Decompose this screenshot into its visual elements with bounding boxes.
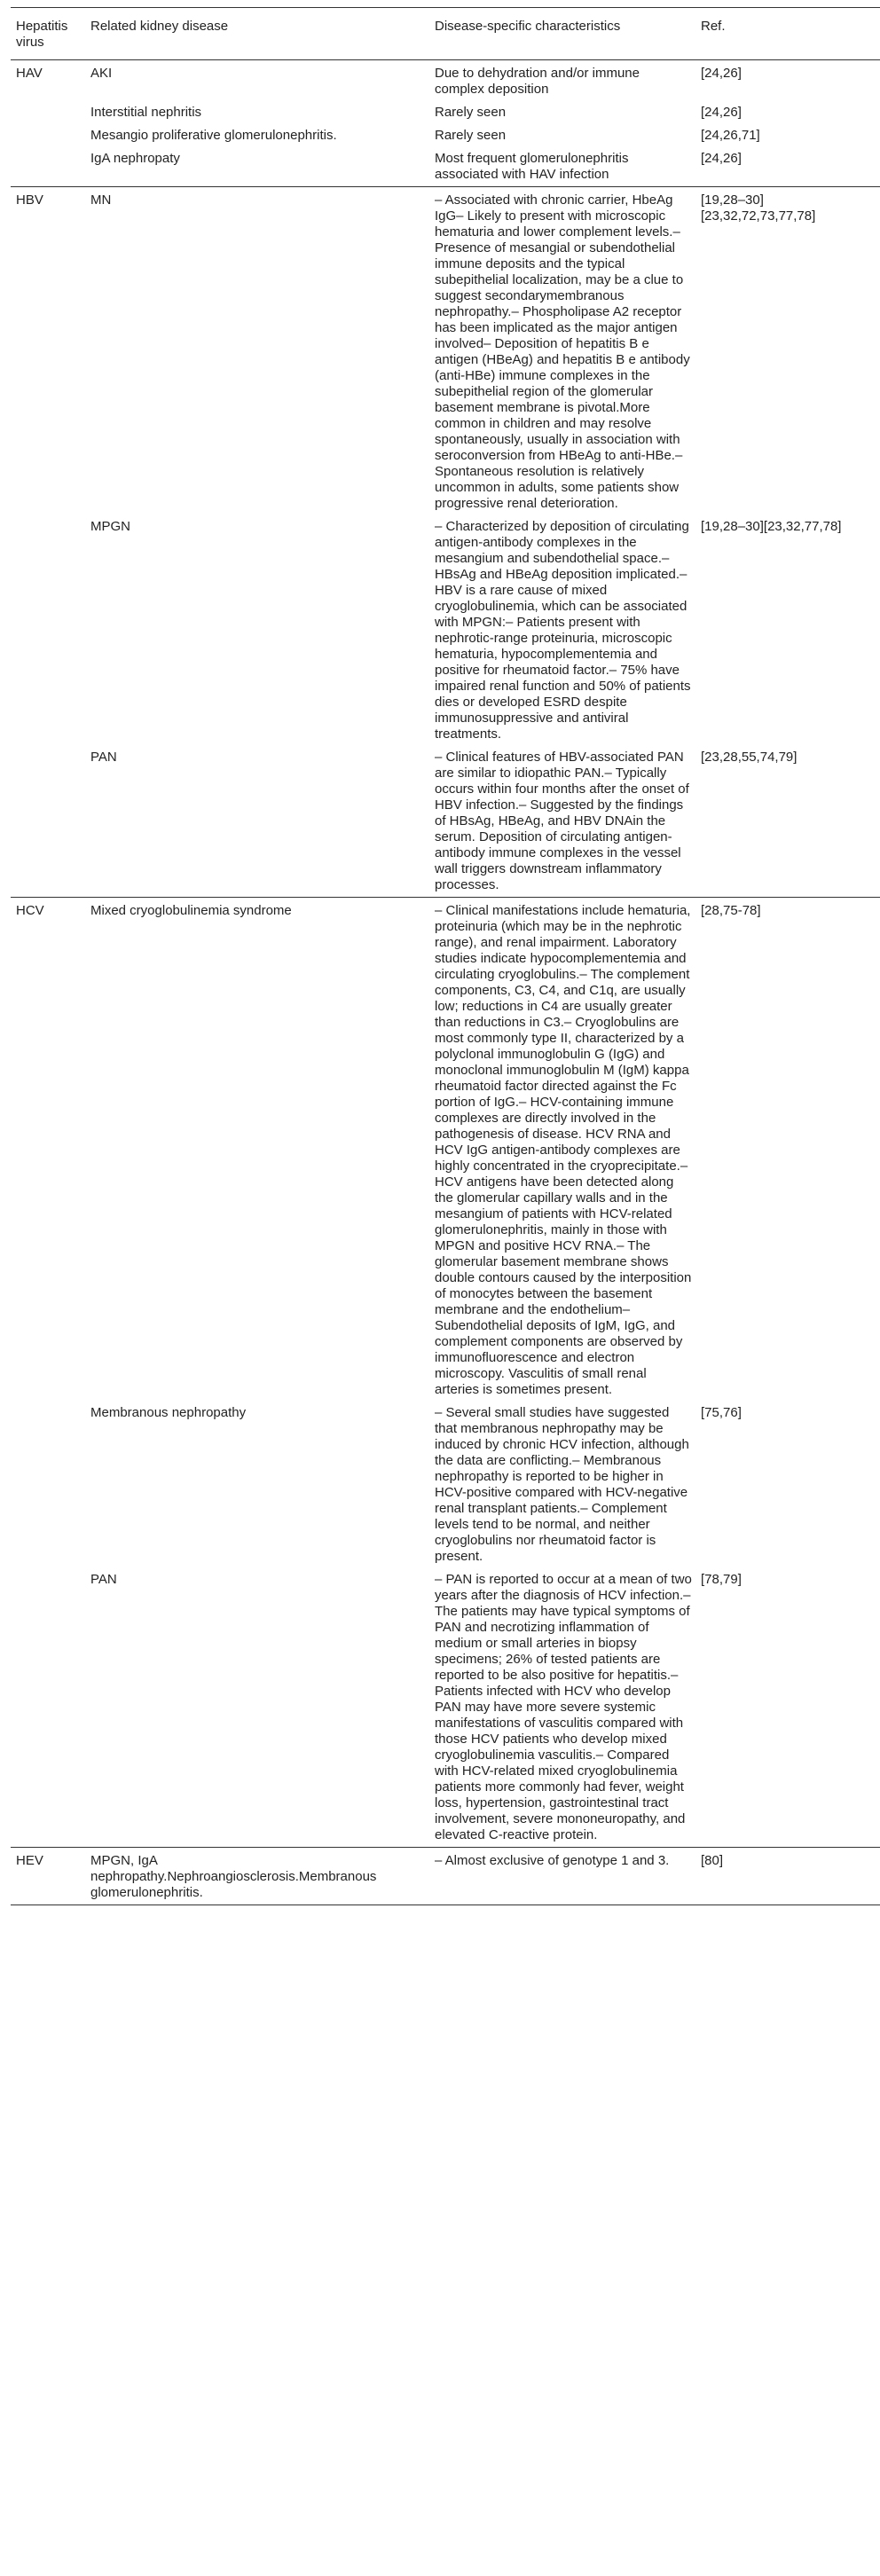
cell-disease: MPGN, IgA nephropathy.Nephroangiosclerosis.Membranous glomerulonephritis. bbox=[85, 1848, 429, 1905]
table-row bbox=[11, 187, 880, 516]
cell-ref: [24,26] bbox=[701, 105, 742, 120]
cell-ref: [19,28–30][23,32,77,78] bbox=[701, 519, 842, 534]
cell-ref: [24,26] bbox=[695, 60, 880, 102]
table-header-row bbox=[11, 8, 880, 60]
cell-ref: [78,79] bbox=[701, 1572, 742, 1587]
cell-characteristics: Most frequent glomerulonephritis associated with HAV infection bbox=[435, 151, 629, 182]
cell-disease: AKI bbox=[85, 60, 429, 102]
cell-disease: PAN bbox=[90, 1572, 117, 1587]
cell-disease: Mixed cryoglobulinemia syndrome bbox=[85, 898, 429, 1402]
cell-disease: Membranous nephropathy bbox=[90, 1405, 247, 1420]
cell-characteristics: Rarely seen bbox=[435, 128, 507, 143]
cell-disease: IgA nephropaty bbox=[90, 151, 180, 166]
cell-characteristics: Rarely seen bbox=[435, 105, 507, 120]
table-row bbox=[11, 1402, 880, 1568]
cell-characteristics: – Several small studies have suggested that membranous nephropathy may be induced by chronic HCV infection, although the data are conflicting.– Membranous nephropathy is reported to be higher in HCV-positive compared with HCV-negative renal transplant patients.– Complement levels tend to be normal, and neither cryoglobulins nor rheumatoid factor is present. bbox=[435, 1405, 689, 1564]
cell-disease: MPGN bbox=[90, 519, 130, 534]
header-characteristics: Disease-specific characteristics bbox=[435, 19, 621, 34]
cell-ref: [23,28,55,74,79] bbox=[701, 750, 798, 765]
cell-ref: [19,28–30][23,32,72,73,77,78] bbox=[695, 187, 880, 516]
cell-characteristics: – PAN is reported to occur at a mean of two years after the diagnosis of HCV infection.– The patients may have typical symptoms of PAN and necrotizing inflammation of medium or small arteries in biopsy specimens; 26% of tested patients are reported to be also positive for hepatitis.– Patients infected with HCV who develop PAN may have more severe systemic manifestations of vasculitis compared with those HCV patients who develop mixed cryoglobulinemia vasculitis.– Compared with HCV-related mixed cryoglobulinemia patients more commonly had fever, weight loss, hypertension, gastrointestinal tract involvement, severe mononeuropathy, and elevated C-reactive protein. bbox=[435, 1572, 692, 1842]
cell-characteristics: – Characterized by deposition of circulating antigen-antibody complexes in the mesangium and subendothelial space.– HBsAg and HBeAg deposition implicated.– HBV is a rare cause of mixed cryoglobulinemia, which can be associated with MPGN:– Patients present with nephrotic-range proteinuria, microscopic hematuria, hypocomplementemia and positive for rheumatoid factor.– 75% have impaired renal function and 50% of patients dies or developed ESRD despite immunosuppressive and antiviral treatments. bbox=[435, 519, 691, 742]
cell-virus bbox=[11, 1402, 85, 1568]
table-row bbox=[11, 515, 880, 746]
cell-virus: HCV bbox=[11, 898, 85, 1402]
cell-ref: [80] bbox=[695, 1848, 880, 1905]
cell-ref: [28,75-78] bbox=[695, 898, 880, 1402]
table-row bbox=[11, 101, 880, 124]
cell-characteristics: – Clinical features of HBV-associated PAN are similar to idiopathic PAN.– Typically occurs within four months after the onset of HBV infection.– Suggested by the findings of HBsAg, HBeAg, and HBV DNAin the serum. Deposition of circulating antigen-antibody immune complexes in the vessel wall triggers downstream inflammatory processes. bbox=[435, 750, 689, 892]
cell-disease: MN bbox=[85, 187, 429, 516]
cell-virus: HEV bbox=[11, 1848, 85, 1905]
table-row bbox=[11, 147, 880, 187]
table-row bbox=[11, 60, 880, 102]
table-row bbox=[11, 1848, 880, 1905]
cell-disease: Mesangio proliferative glomerulonephritis. bbox=[90, 128, 337, 143]
hepatitis-kidney-table bbox=[11, 7, 880, 1905]
cell-characteristics: Due to dehydration and/or immune complex deposition bbox=[429, 60, 695, 102]
cell-virus bbox=[11, 101, 85, 124]
cell-virus bbox=[11, 124, 85, 147]
table-row bbox=[11, 746, 880, 898]
cell-virus bbox=[11, 746, 85, 898]
cell-virus: HBV bbox=[11, 187, 85, 516]
table-row bbox=[11, 1568, 880, 1848]
cell-virus bbox=[11, 515, 85, 746]
cell-characteristics: – Almost exclusive of genotype 1 and 3. bbox=[429, 1848, 695, 1905]
cell-ref: [75,76] bbox=[701, 1405, 742, 1420]
table-row bbox=[11, 124, 880, 147]
cell-characteristics: – Associated with chronic carrier, HbeAg IgG– Likely to present with microscopic hematuria and lower complement levels.– Presence of mesangial or subendothelial immune deposits and the typical subepithelial localization, may be a clue to suggest secondarymembranous nephropathy.– Phospholipase A2 receptor has been implicated as the major antigen involved– Deposition of hepatitis B e antigen (HBeAg) and hepatitis B e antibody (anti-HBe) immune complexes in the subepithelial region of the glomerular basement membrane is pivotal.More common in children and may resolve spontaneously, usually in association with seroconversion from HBeAg to anti-HBe.– Spontaneous resolution is relatively uncommon in adults, some patients show progressive renal deterioration. bbox=[429, 187, 695, 516]
table-row bbox=[11, 898, 880, 1402]
cell-characteristics: – Clinical manifestations include hematuria, proteinuria (which may be in the nephrotic range), and renal impairment. Laboratory studies indicate hypocomplementemia and circulating cryoglobulins.– The complement components, C3, C4, and C1q, are usually low; reductions in C4 are usually greater than reductions in C3.– Cryoglobulins are most commonly type II, characterized by a polyclonal immunoglobulin G (IgG) and monoclonal immunoglobulin M (IgM) kappa rheumatoid factor directed against the Fc portion of IgG.– HCV-containing immune complexes are directly involved in the pathogenesis of disease. HCV RNA and HCV IgG antigen-antibody complexes are highly concentrated in the cryoprecipitate.– HCV antigens have been detected along the glomerular capillary walls and in the mesangium of patients with HCV-related glomerulonephritis, mainly in those with MPGN and positive HCV RNA.– The glomerular basement membrane shows double contours caused by the interposition of monocytes between the basement membrane and the endothelium– Subendothelial deposits of IgM, IgG, and complement components are observed by immunofluorescence and electron microscopy. Vasculitis of small renal arteries is sometimes present. bbox=[429, 898, 695, 1402]
cell-disease: PAN bbox=[90, 750, 117, 765]
cell-virus bbox=[11, 1568, 85, 1848]
header-ref: Ref. bbox=[701, 19, 726, 34]
cell-ref: [24,26] bbox=[701, 151, 742, 166]
header-virus: Hepatitis virus bbox=[16, 19, 68, 50]
cell-virus bbox=[11, 147, 85, 187]
cell-virus: HAV bbox=[11, 60, 85, 102]
header-disease: Related kidney disease bbox=[90, 19, 229, 34]
cell-ref: [24,26,71] bbox=[701, 128, 760, 143]
cell-disease: Interstitial nephritis bbox=[90, 105, 202, 120]
